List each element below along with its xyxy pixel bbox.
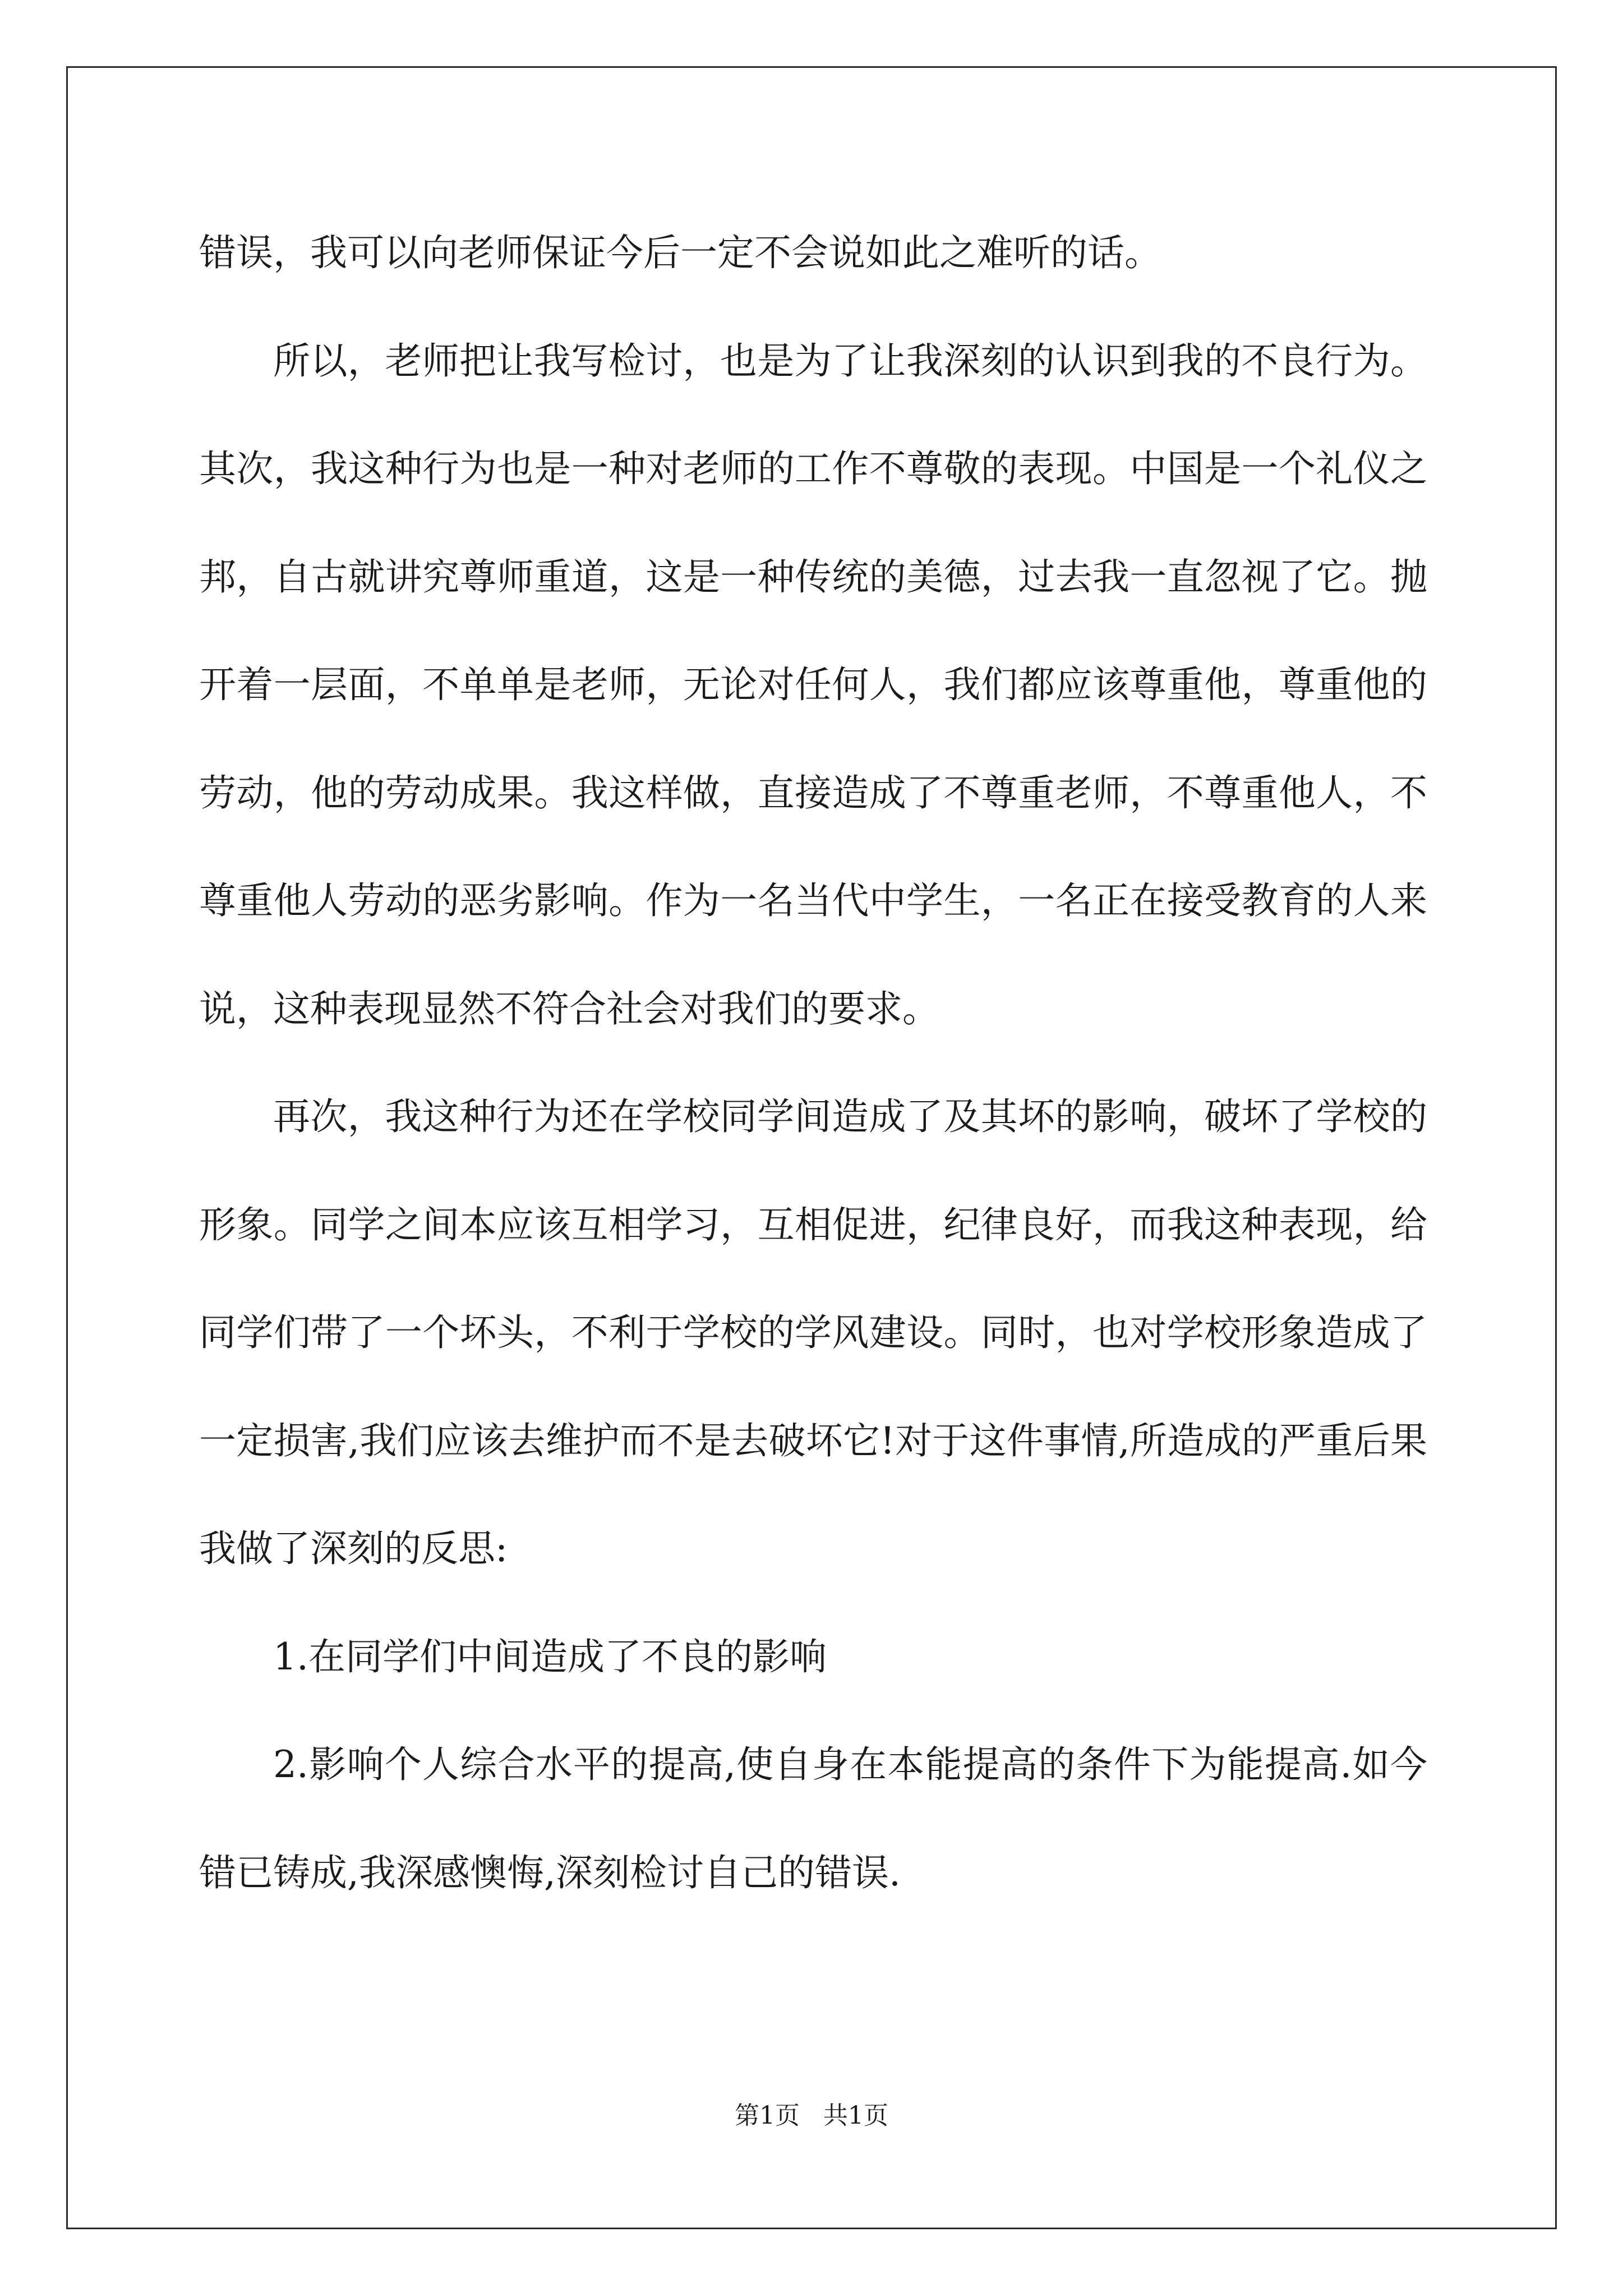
- paragraph-1: 错误，我可以向老师保证今后一定不会说如此之难听的话。: [199, 231, 1161, 274]
- page-footer: [0, 2099, 1623, 2133]
- paragraph-2: 所以，老师把让我写检讨，也是为了让我深刻的认识到我的不良行为。其次，我这种行为也是一种对老师的工作不尊敬的表现。中国是一个礼仪之邦，自古就讲究尊师重道，这是一种传统的美德，过去我一直忽视了它。抛开着一层面，不单单是老师，无论对任何人，我们都应该尊重他，尊重他的劳动，他的劳动成果。我这样做，直接造成了不尊重老师，不尊重他人，不尊重他人劳动的恶劣影响。作为一名当代中学生，一名正在接受教育的人来说，这种表现显然不符合社会对我们的要求。: [199, 339, 1427, 1030]
- page-number-total: 共1页: [823, 2101, 888, 2130]
- paragraph-3: 再次，我这种行为还在学校同学间造成了及其坏的影响，破坏了学校的形象。同学之间本应该互相学习，互相促进，纪律良好，而我这种表现，给同学们带了一个坏头，不利于学校的学风建设。同时，也对学校形象造成了一定损害,我们应该去维护而不是去破坏它!对于这件事情,所造成的严重后果我做了深刻的反思:: [199, 1095, 1427, 1570]
- list-item-2: 2.影响个人综合水平的提高,使自身在本能提高的条件下为能提高.如今错已铸成,我深感懊悔,深刻检讨自己的错误.: [199, 1743, 1427, 1894]
- list-item-1: 1.在同学们中间造成了不良的影响: [273, 1635, 827, 1678]
- document-body: [199, 199, 1427, 1927]
- page-number-current: 第1页: [735, 2101, 800, 2130]
